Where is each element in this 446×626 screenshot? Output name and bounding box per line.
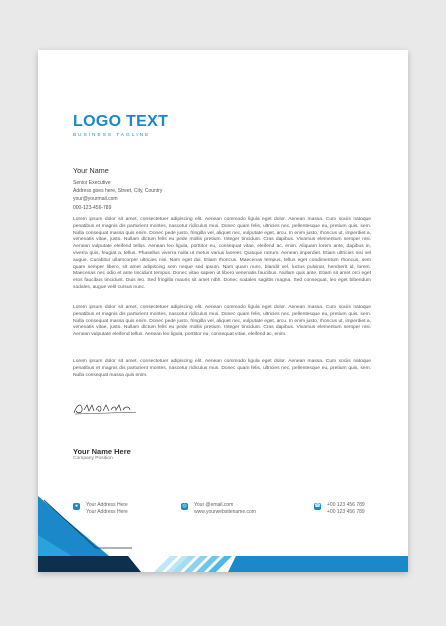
body-paragraph-3: Lorem ipsum dolor sit amet, consectetuer adipiscing elit. Aenean commodo ligula eget dolor. Aenean massa. Cum sociis natoque penatibus et magnis dis parturient montes, nascetur ridiculus mus. Donec quam felis, ultricies nec, pellentesque eu, pretium quis, sem. Nulla consequat massa quis enim. — [73, 359, 371, 378]
phone-icon: ☎ — [314, 503, 321, 509]
footer-website: www.yourwebsitename.com — [194, 509, 256, 516]
recipient-address: Address goes here, Street, City, Country — [73, 188, 163, 195]
footer-address-line-1: Your Address Here — [86, 502, 128, 508]
footer-phone-2: +00 123 456 789 — [327, 509, 365, 516]
recipient-name: Your Name — [73, 166, 109, 175]
recipient-title: Senior Executive — [73, 180, 111, 186]
business-tagline: BUSINESS TAGLINE — [73, 132, 151, 137]
letterhead-page — [38, 50, 408, 572]
recipient-block — [73, 166, 373, 212]
footer-address-line-2: Your Address Here — [86, 509, 128, 516]
signer-position: Company Position — [73, 456, 113, 461]
body-paragraph-2: Lorem ipsum dolor sit amet, consectetuer adipiscing elit. Aenean commodo ligula eget dolor. Aenean massa. Cum sociis natoque penatibus et magnis dis parturient montes, nascetur ridiculus mus. Donec quam felis, ultricies nec, pellentesque eu, pretium quis, sem. Nulla consequat massa quis enim. Donec pede justo, fringilla vel, aliquet nec, vulputate eget, arcu. In enim justo, rhoncus ut, imperdiet a, venenatis vitae, justo. Nullam dictum felis eu pede mollis pretium. Integer tincidunt. Cras dapibus. Vivamus elementum semper nisi. Aenean vulputate eleifend tellus. Aenean leo ligula, porttitor eu, consequat vitae, eleifend ac, enim. — [73, 305, 371, 338]
logo — [73, 114, 168, 137]
location-pin-icon: ● — [74, 503, 79, 509]
recipient-phone: 000-123-456-789 — [73, 204, 112, 211]
logo-text: LOGO TEXT — [73, 113, 169, 130]
globe-icon: ◎ — [182, 503, 187, 509]
footer-email: Your @email.com — [194, 502, 234, 508]
body-paragraph-1: Lorem ipsum dolor sit amet, consectetuer adipiscing elit. Aenean commodo ligula eget dolor. Aenean massa. Cum sociis natoque penatibus et magnis dis parturient montes, nascetur ridiculus mus. Donec quam felis, ultricies nec, pellentesque eu, pretium quis, sem. Nulla consequat massa quis enim. Donec pede justo, fringilla vel, aliquet nec, vulputate eget, arcu. In enim justo, rhoncus ut, imperdiet a, venenatis vitae, justo. Nullam dictum felis eu pede mollis pretium. Integer tincidunt. Cras dapibus. Vivamus elementum semper nisi. Aenean vulputate eleifend tellus. Aenean leo ligula, porttitor eu, consequat vitae, eleifend ac, enim. Aliquam lorem ante, dapibus in, viverra quis, feugiat a, tellus. Phasellus viverra nulla ut metus varius laoreet. Quisque rutrum. Aenean imperdiet. Etiam ultricies nisi vel augue. Curabitur ullamcorper ultricies nisi. Nam eget dui. Etiam rhoncus. Maecenas tempus, tellus eget condimentum rhoncus, sem quam semper libero, sit amet adipiscing sem neque sed ipsum. Nam quam nunc, blandit vel, luctus pulvinar, hendrerit id, lorem. Maecenas nec odio et ante tincidunt tempus. Donec vitae sapien ut libero venenatis faucibus. Nullam quis ante. Etiam sit amet orci eget eros faucibus tincidunt. Duis leo. Sed fringilla mauris sit amet nibh. Donec sodales sagittis magna. Sed consequat, leo eget bibendum sodales, augue velit cursus nunc. — [73, 217, 371, 290]
handwritten-signature — [72, 401, 136, 417]
recipient-email: your@yourmail.com — [73, 196, 118, 203]
footer-phone-1: +00 123 456 789 — [327, 502, 365, 508]
signer-name: Your Name Here — [73, 447, 131, 456]
